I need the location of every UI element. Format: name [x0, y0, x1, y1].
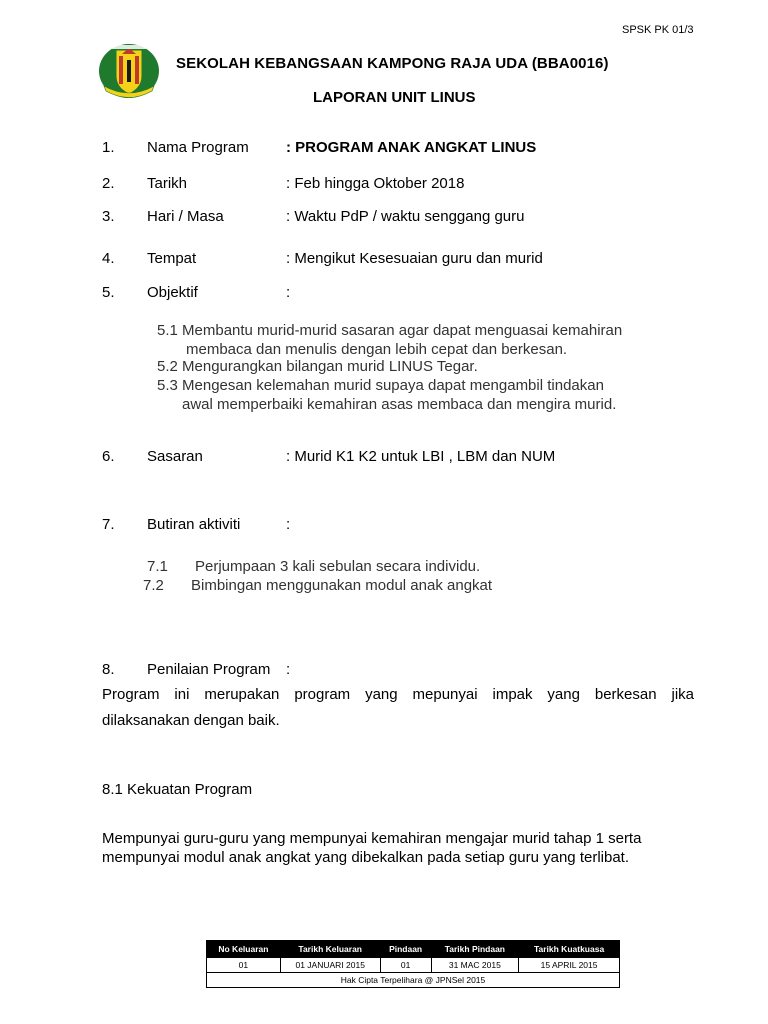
strength-heading: 8.1 Kekuatan Program	[102, 781, 253, 798]
item-label: Tarikh	[147, 175, 188, 192]
table-header-cell: Pindaan	[380, 941, 431, 958]
item-value: : Waktu PdP / waktu senggang guru	[286, 208, 525, 225]
table-header-cell: Tarikh Keluaran	[280, 941, 380, 958]
activity-number: 7.2	[143, 577, 164, 594]
item-label: Penilaian Program	[147, 661, 271, 678]
table-cell: 01	[380, 958, 431, 973]
item-value: : PROGRAM ANAK ANGKAT LINUS	[286, 139, 537, 156]
table-cell: 15 APRIL 2015	[519, 958, 620, 973]
item-label: Nama Program	[147, 139, 249, 156]
item-value: : Murid K1 K2 untuk LBI , LBM dan NUM	[286, 448, 556, 465]
activity-text: Bimbingan menggunakan modul anak angkat	[191, 577, 493, 594]
item-label: Objektif	[147, 284, 198, 301]
table-row	[207, 973, 620, 988]
table-cell: 31 MAC 2015	[431, 958, 519, 973]
school-crest-logo	[98, 40, 160, 102]
item-number: 7.	[102, 516, 115, 533]
item-number: 3.	[102, 208, 115, 225]
activity-number: 7.1	[147, 558, 168, 575]
activity-text: Perjumpaan 3 kali sebulan secara individu.	[195, 558, 481, 575]
copyright-notice: Hak Cipta Terpelihara @ JPNSel 2015	[207, 973, 620, 988]
item-label: Tempat	[147, 250, 197, 267]
item-number: 2.	[102, 175, 115, 192]
table-row	[207, 958, 620, 973]
item-number: 6.	[102, 448, 115, 465]
item-number: 5.	[102, 284, 115, 301]
item-number: 4.	[102, 250, 115, 267]
issue-info-table	[206, 940, 620, 988]
report-title: LAPORAN UNIT LINUS	[313, 89, 476, 106]
item-value: :	[286, 516, 291, 533]
evaluation-line1: Program ini merupakan program yang mepunyai impak yang berkesan jika	[102, 686, 694, 703]
objective-5-2: 5.2 Mengurangkan bilangan murid LINUS Tegar.	[157, 358, 478, 375]
item-label: Hari / Masa	[147, 208, 224, 225]
item-value: : Mengikut Kesesuaian guru dan murid	[286, 250, 543, 267]
objective-5-1-line1: 5.1 Membantu murid-murid sasaran agar dapat menguasai kemahiran	[157, 322, 623, 339]
evaluation-line2: dilaksanakan dengan baik.	[102, 712, 280, 729]
table-header-cell: Tarikh Pindaan	[431, 941, 519, 958]
item-number: 8.	[102, 661, 115, 678]
document-reference: SPSK PK 01/3	[622, 24, 694, 36]
objective-5-1-line2: membaca dan menulis dengan lebih cepat dan berkesan.	[186, 341, 568, 358]
objective-5-3-line1: 5.3 Mengesan kelemahan murid supaya dapat mengambil tindakan	[157, 377, 604, 394]
item-value: : Feb hingga Oktober 2018	[286, 175, 465, 192]
school-name: SEKOLAH KEBANGSAAN KAMPONG RAJA UDA (BBA0016)	[176, 55, 609, 72]
item-label: Butiran aktiviti	[147, 516, 241, 533]
table-header-cell: Tarikh Kuatkuasa	[519, 941, 620, 958]
table-cell: 01 JANUARI 2015	[280, 958, 380, 973]
table-header-row	[207, 941, 620, 958]
item-label: Sasaran	[147, 448, 203, 465]
objective-5-3-line2: awal memperbaiki kemahiran asas membaca dan mengira murid.	[182, 396, 617, 413]
item-value: :	[286, 661, 291, 678]
table-cell: 01	[207, 958, 281, 973]
strength-line1: Mempunyai guru-guru yang mempunyai kemahiran mengajar murid tahap 1 serta	[102, 830, 642, 847]
strength-line2: mempunyai modul anak angkat yang dibekalkan pada setiap guru yang terlibat.	[102, 849, 630, 866]
item-number: 1.	[102, 139, 115, 156]
table-header-cell: No Keluaran	[207, 941, 281, 958]
item-value: :	[286, 284, 291, 301]
